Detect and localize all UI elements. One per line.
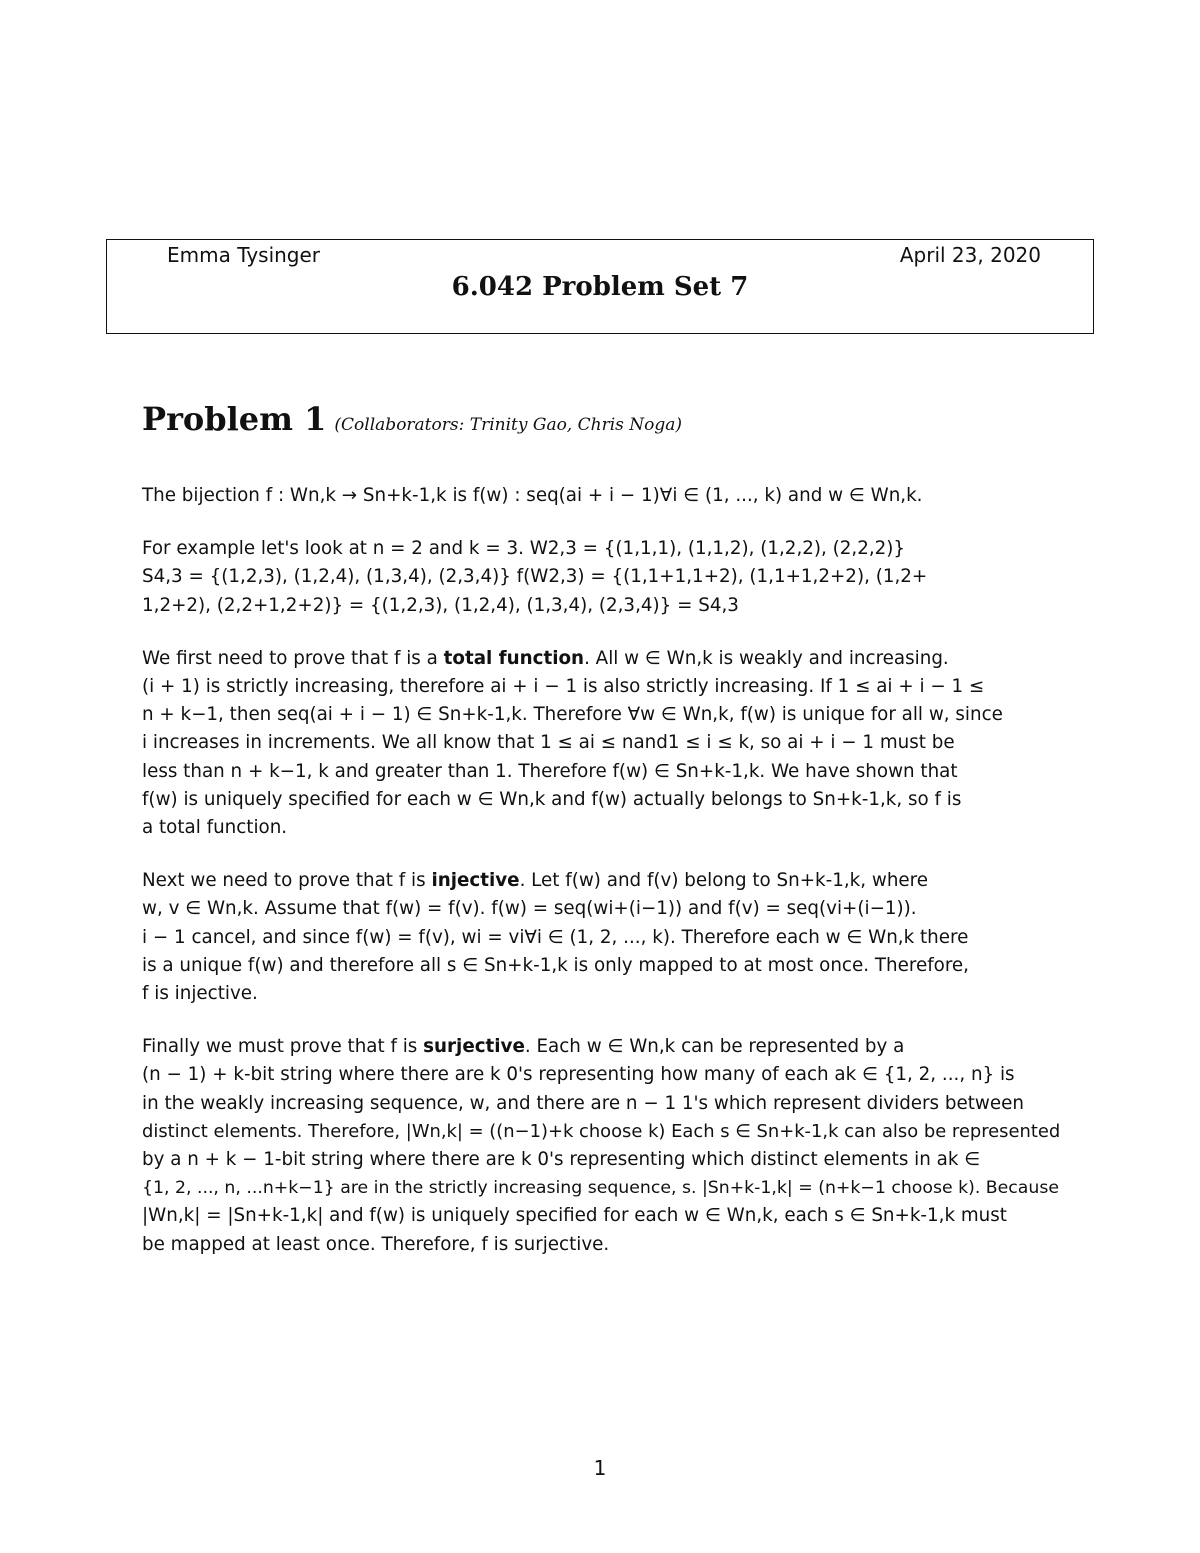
problem-collaborators: (Collaborators: Trinity Gao, Chris Noga) — [334, 415, 683, 435]
paragraph-total-function — [142, 645, 1060, 842]
text-line: be mapped at least once. Therefore, f is surjective. — [142, 1233, 610, 1255]
document-title: 6.042 Problem Set 7 — [451, 272, 749, 302]
text-segment: . All w ∈ Wn,k is weakly and increasing. — [584, 647, 949, 669]
paragraph-surjective — [142, 1033, 1060, 1259]
keyword-surjective: surjective — [423, 1036, 525, 1058]
text-line: i increases in increments. We all know that 1 ≤ ai ≤ nand1 ≤ i ≤ k, so ai + i − 1 must be — [142, 732, 955, 754]
text-segment: . Let f(w) and f(v) belong to Sn+k-1,k, where — [519, 870, 929, 892]
text-line: f(w) is uniquely specified for each w ∈ Wn,k and f(w) actually belongs to Sn+k-1,k, so f is — [142, 788, 962, 810]
text-line: 1,2+2), (2,2+1,2+2)} = {(1,2,3), (1,2,4), (1,3,4), (2,3,4)} = S4,3 — [142, 594, 739, 616]
text-line — [142, 1033, 1060, 1061]
keyword-injective: injective — [431, 870, 520, 892]
text-segment: . Each w ∈ Wn,k can be represented by a — [524, 1036, 905, 1058]
text-line: a total function. — [142, 817, 288, 839]
text-line: The bijection f : Wn,k → Sn+k-1,k is f(w) : seq(ai + i − 1)∀i ∈ (1, ..., k) and w ∈ Wn,k. — [142, 485, 923, 506]
text-line: For example let's look at n = 2 and k = 3. W2,3 = {(1,1,1), (1,1,2), (1,2,2), (2,2,2)} — [142, 538, 906, 560]
document-body — [142, 482, 1060, 1284]
paragraph-example — [142, 535, 1060, 620]
text-line: f is injective. — [142, 983, 258, 1005]
text-segment: We first need to prove that f is a — [142, 647, 444, 669]
text-line: i − 1 cancel, and since f(w) = f(v), wi = vi∀i ∈ (1, 2, ..., k). Therefore each w ∈ Wn,k there — [142, 926, 969, 948]
problem-title: Problem 1 — [142, 400, 327, 438]
page-number: 1 — [593, 1456, 607, 1480]
text-segment: Finally we must prove that f is — [142, 1036, 424, 1058]
text-line: distinct elements. Therefore, |Wn,k| = ((n−1)+k choose k) Each s ∈ Sn+k-1,k can also be represented — [142, 1120, 1061, 1142]
text-line — [142, 645, 1060, 673]
header-box — [106, 239, 1094, 334]
text-line: (n − 1) + k-bit string where there are k 0's representing how many of each ak ∈ {1, 2, ..., n} is — [142, 1064, 1015, 1086]
text-line: |Wn,k| = |Sn+k-1,k| and f(w) is uniquely specified for each w ∈ Wn,k, each s ∈ Sn+k-1,k must — [142, 1205, 1007, 1227]
text-line: (i + 1) is strictly increasing, therefore ai + i − 1 is also strictly increasing. If 1 ≤ ai + i − 1 ≤ — [142, 676, 985, 698]
text-line: is a unique f(w) and therefore all s ∈ Sn+k-1,k is only mapped to at most once. Therefore, — [142, 954, 969, 976]
text-line: {1, 2, ..., n, ...n+k−1} are in the strictly increasing sequence, s. |Sn+k-1,k| = (n+k−1 choose k). Because — [142, 1178, 1059, 1199]
text-line: w, v ∈ Wn,k. Assume that f(w) = f(v). f(w) = seq(wi+(i−1)) and f(v) = seq(vi+(i−1)). — [142, 898, 917, 920]
text-line: less than n + k−1, k and greater than 1. Therefore f(w) ∈ Sn+k-1,k. We have shown that — [142, 760, 958, 782]
paragraph-injective — [142, 867, 1060, 1008]
problem-heading — [142, 400, 682, 438]
paragraph-intro — [142, 482, 1060, 510]
text-line: S4,3 = {(1,2,3), (1,2,4), (1,3,4), (2,3,4)} f(W2,3) = {(1,1+1,1+2), (1,1+1,2+2), (1,2+ — [142, 566, 928, 588]
text-line: in the weakly increasing sequence, w, and there are n − 1 1's which represent dividers between — [142, 1092, 1024, 1114]
keyword-total-function: total function — [443, 647, 585, 669]
text-line: by a n + k − 1-bit string where there are k 0's representing which distinct elements in ak ∈ — [142, 1149, 981, 1171]
text-segment: Next we need to prove that f is — [142, 870, 432, 892]
text-line: n + k−1, then seq(ai + i − 1) ∈ Sn+k-1,k. Therefore ∀w ∈ Wn,k, f(w) is unique for all w, since — [142, 704, 1003, 726]
document-date: April 23, 2020 — [899, 243, 1041, 267]
author-name: Emma Tysinger — [167, 243, 321, 267]
text-line — [142, 867, 1060, 895]
